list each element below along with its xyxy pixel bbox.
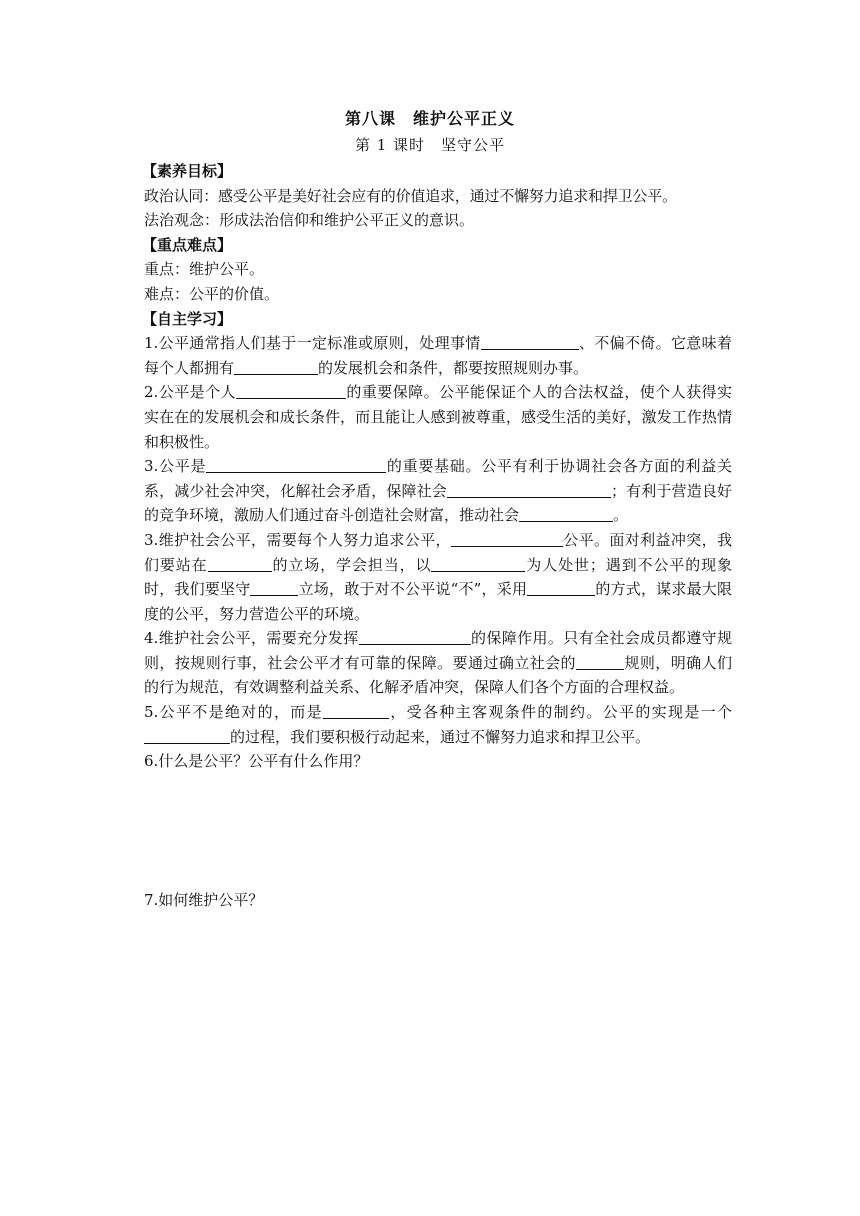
goal-political: 政治认同：感受公平是美好社会应有的价值追求，通过不懈努力追求和捍卫公平。 (144, 186, 677, 205)
item-6 (144, 700, 732, 749)
key-point: 重点：维护公平。 (144, 260, 265, 279)
question-7: 7.如何维护公平？ (144, 890, 264, 909)
item-4-text-e: 立场，敢于对不公平说“不”，采用 (298, 580, 528, 599)
item-2-text-a: 2.公平是个人 (144, 383, 236, 402)
item-4 (144, 528, 732, 626)
item-4-text-d: 为人处世；遇到不公平的现象时，我们要坚守 (144, 555, 732, 599)
item-1-text-a: 1.公平通常指人们基于一定标准或原则，处理事情 (144, 334, 481, 353)
question-6: 6.什么是公平？公平有什么作用？ (144, 752, 369, 771)
fill-blank[interactable] (527, 579, 595, 596)
fill-blank[interactable] (519, 505, 613, 522)
item-3-text-b: 的重要基础。公平有利于协调社会各方面的利益关系，减少社会冲突，化解社会矛盾，保障社会 (144, 457, 732, 500)
item-4-text-a: 3.维护社会公平，需要每个人努力追求公平， (144, 530, 451, 549)
item-6-text-c: 的过程，我们要积极行动起来，通过不懈努力追求和捍卫公平。 (230, 727, 651, 746)
fill-blank[interactable] (481, 333, 579, 350)
item-4-text-b: 公平。面对利益冲突，我们要站在 (144, 530, 732, 574)
lesson-title: 第八课 维护公平正义 (344, 109, 515, 128)
item-6-text-a: 5.公平不是绝对的，而是 (144, 703, 323, 722)
item-6-text-b: ，受各种主客观条件的制约。公平的实现是一个 (388, 703, 732, 722)
item-3 (144, 454, 732, 528)
fill-blank[interactable] (359, 628, 471, 645)
item-5-text-a: 4.维护社会公平，需要充分发挥 (144, 629, 359, 648)
fill-blank[interactable] (144, 727, 230, 744)
item-5 (144, 626, 732, 700)
item-2-text-b: 的重要保障。公平能保证个人的合法权益，使个人获得实实在在的发展机会和成长条件，而且能让人感到被尊重，感受生活的美好，激发工作热情和积极性。 (144, 383, 732, 451)
key-points-heading: 【重点难点】 (142, 235, 233, 254)
fill-blank[interactable] (234, 358, 318, 375)
item-1-text-c: 的发展机会和条件，都要按照规则办事。 (318, 358, 589, 377)
worksheet-content (144, 159, 732, 912)
item-3-text-a: 3.公平是 (144, 457, 207, 476)
difficult-point: 难点：公平的价值。 (144, 284, 280, 303)
fill-blank[interactable] (250, 579, 298, 596)
fill-blank[interactable] (576, 653, 624, 670)
fill-blank[interactable] (431, 555, 525, 572)
item-1 (144, 331, 732, 380)
fill-blank[interactable] (236, 382, 346, 399)
item-4-text-f: 的方式，谋求最大限度的公平，努力营造公平的环境。 (144, 580, 732, 623)
lesson-subtitle: 第 1 课时 坚守公平 (354, 136, 506, 154)
item-3-text-c: ；有利于营造良好的竞争环境，激励人们通过奋斗创造社会财富，推动社会 (144, 481, 732, 525)
item-4-text-c: 的立场，学会担当，以 (271, 555, 432, 574)
goals-heading: 【素养目标】 (142, 162, 233, 180)
fill-blank[interactable] (447, 481, 611, 498)
fill-blank[interactable] (206, 456, 386, 473)
item-1-text-b: 、不偏不倚。它意味着每个人都拥有 (144, 334, 732, 377)
self-study-heading: 【自主学习】 (142, 309, 233, 328)
item-5-text-c: 规则，明确人们的行为规范，有效调整利益关系、化解矛盾冲突，保障人们各个方面的合理权益。 (144, 653, 732, 697)
fill-blank[interactable] (323, 702, 389, 719)
item-2 (144, 380, 732, 454)
fill-blank[interactable] (208, 555, 272, 572)
fill-blank[interactable] (451, 530, 563, 547)
answer-space-q6[interactable] (144, 774, 732, 888)
item-5-text-b: 的保障作用。只有全社会成员都遵守规则，按规则行事，社会公平才有可靠的保障。要通过确立社会的 (144, 629, 732, 672)
item-3-text-d: 。 (613, 506, 629, 525)
goal-legal: 法治观念：形成法治信仰和维护公平正义的意识。 (144, 211, 475, 230)
